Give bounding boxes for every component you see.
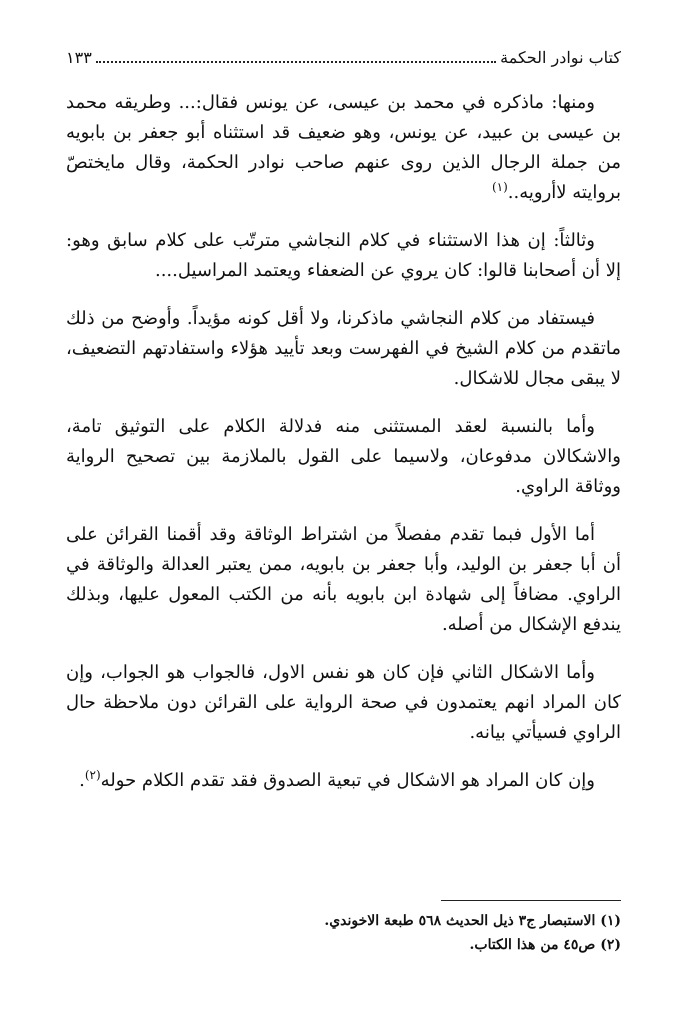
paragraph-text: فيستفاد من كلام النجاشي ماذكرنا، ولا أقل كونه مؤيداً. وأوضح من ذلك ماتقدم من كلام الشيخ في الفهرست وبعد تأييد هؤلاء واستفادتهم التضعيف، لا يبقى مجال للاشكال. (66, 308, 621, 389)
running-header (66, 46, 621, 68)
header-leader-dots (96, 51, 496, 63)
paragraph (66, 412, 621, 502)
paragraph-text: وأما بالنسبة لعقد المستثنى منه فدلالة الكلام على التوثيق تامة، والاشكالان مدفوعان، ولاسيما على القول بالملازمة بين تصحيح الرواية ووثاقة الراوي. (66, 416, 621, 497)
footnote-ref: (٢) (84, 768, 101, 782)
paragraph-tail: . (79, 770, 85, 791)
footnote: (١) الاستبصار ج٣ ذيل الحديث ٥٦٨ طبعة الاخوندي. (324, 913, 621, 929)
footnotes (66, 900, 621, 957)
paragraph-text: أما الأول فبما تقدم مفصلاً من اشتراط الوثاقة وقد أقمنا القرائن على أن أبا جعفر بن الوليد، وأبا جعفر بن بابويه، ممن يعتبر العدالة والوثاقة في الراوي. مضافاً إلى شهادة ابن بابويه بأنه من الكتب المعول عليها، وبذلك يندفع الإشكال من أصله. (66, 524, 621, 635)
paragraph (66, 304, 621, 394)
book-title: كتاب نوادر الحكمة (500, 47, 621, 67)
footnote-ref: (١) (491, 180, 508, 194)
paragraph (66, 766, 621, 796)
main-text (66, 88, 621, 814)
paragraph (66, 88, 621, 208)
paragraph (66, 520, 621, 640)
paragraph-text: وإن كان المراد هو الاشكال في تبعية الصدوق فقد تقدم الكلام حوله (100, 770, 595, 791)
paragraph-text: وثالثاً: إن هذا الاستثناء في كلام النجاشي مترتّب على كلام سابق وهو: إلا أن أصحابنا قالوا: كان يروي عن الضعفاء ويعتمد المراسيل.... (66, 230, 621, 281)
footnote-divider (441, 900, 621, 901)
paragraph (66, 226, 621, 286)
paragraph-text: ومنها: ماذكره في محمد بن عيسى، عن يونس فقال:... وطريقه محمد بن عيسى بن عبيد، عن يونس، وهو ضعيف قد استثناه أبو جعفر بن بابويه من جملة الرجال الذين روى عنهم صاحب نوادر الحكمة، وقال مايختصّ بروايته لاأرويه.. (66, 92, 621, 203)
page-number: ١٣٣ (66, 47, 92, 67)
paragraph (66, 658, 621, 748)
paragraph-text: وأما الاشكال الثاني فإن كان هو نفس الاول، فالجواب هو الجواب، وإن كان المراد انهم يعتمدون في صحة الرواية على القرائن دون ملاحظة حال الراوي فسيأتي بيانه. (66, 662, 621, 743)
footnote: (٢) ص٤٥ من هذا الكتاب. (469, 937, 621, 953)
